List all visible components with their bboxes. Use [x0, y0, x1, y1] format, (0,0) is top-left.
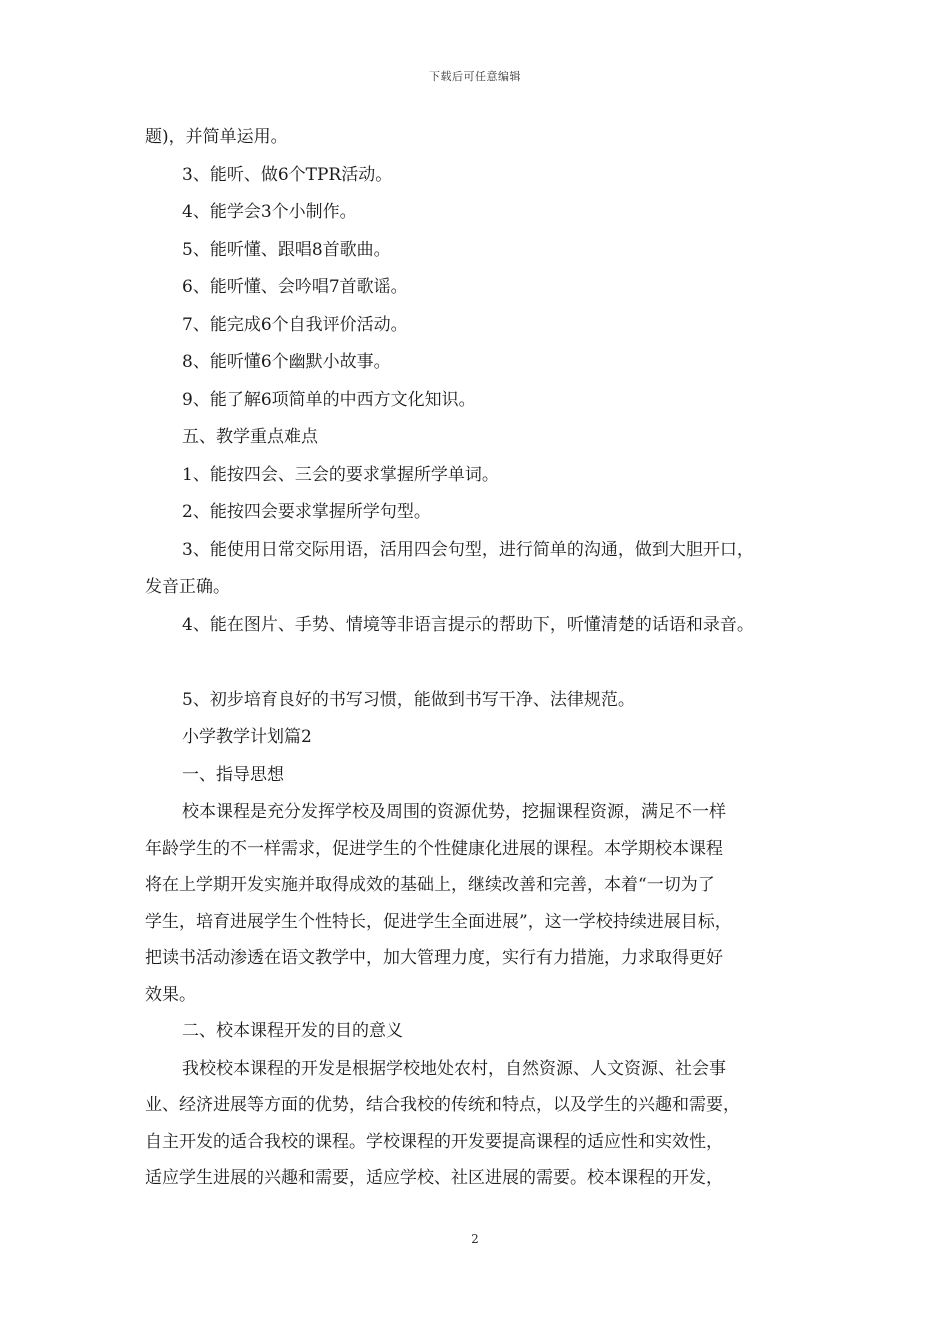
list-item: 6、能听懂、会吟唱7首歌谣。: [182, 277, 408, 297]
paragraph-purpose: [145, 1054, 825, 1200]
document-body: [145, 122, 825, 1200]
list-item: 1、能按四会、三会的要求掌握所学单词。: [182, 464, 499, 485]
paragraph-line: 学生，培育进展学生个性特长，促进学生全面进展”，这一学校持续进展目标，: [145, 911, 732, 932]
list-item: 5、能听懂、跟唱8首歌曲。: [182, 239, 391, 260]
blank-line: [145, 647, 825, 685]
paragraph-line: 效果。: [145, 984, 196, 1005]
section-heading: 二、校本课程开发的目的意义: [182, 1021, 403, 1041]
list-item: 9、能了解6项简单的中西方文化知识。: [182, 389, 476, 410]
paragraph-line: 业、经济进展等方面的优势，结合我校的传统和特点，以及学生的兴趣和需要，: [145, 1095, 740, 1115]
list-item-continuation: 发音正确。: [145, 577, 230, 597]
list-item: 7、能完成6个自我评价活动。: [182, 314, 408, 335]
section-heading: 一、指导思想: [182, 764, 284, 785]
list-item: 8、能听懂6个幽默小故事。: [182, 352, 391, 372]
paragraph-line: 将在上学期开发实施并取得成效的基础上，继续改善和完善，本着“一切为了: [145, 875, 715, 895]
list-item: 3、能使用日常交际用语，活用四会句型，进行简单的沟通，做到大胆开口，: [182, 539, 754, 560]
page-header: 下载后可任意编辑: [429, 70, 521, 83]
list-item: 4、能学会3个小制作。: [182, 202, 357, 222]
section-heading: 五、教学重点难点: [182, 427, 318, 447]
page-number: 2: [471, 1232, 479, 1246]
paragraph-line: 自主开发的适合我校的课程。学校课程的开发要提高课程的适应性和实效性，: [145, 1131, 723, 1152]
list-item: 5、初步培育良好的书写习惯，能做到书写干净、法律规范。: [182, 689, 635, 710]
paragraph-line: 把读书活动渗透在语文教学中，加大管理力度，实行有力措施，力求取得更好: [145, 948, 723, 968]
list-item: 2、能按四会要求掌握所学句型。: [182, 502, 431, 522]
paragraph-line: 校本课程是充分发挥学校及周围的资源优势，挖掘课程资源，满足不一样: [182, 802, 726, 822]
list-item: 3、能听、做6个TPR活动。: [182, 164, 393, 185]
paragraph-line: 适应学生进展的兴趣和需要，适应学校、社区进展的需要。校本课程的开发，: [145, 1168, 723, 1188]
paragraph-guiding-idea: [145, 797, 825, 1016]
text-line: 题)，并简单运用。: [145, 127, 288, 147]
paragraph-line: 我校校本课程的开发是根据学校地处农村，自然资源、人文资源、社会事: [182, 1058, 726, 1079]
list-item: 4、能在图片、手势、情境等非语言提示的帮助下，听懂清楚的话语和录音。: [182, 614, 754, 635]
chapter-title: 小学教学计划篇2: [182, 727, 312, 747]
paragraph-line: 年龄学生的不一样需求，促进学生的个性健康化进展的课程。本学期校本课程: [145, 838, 723, 859]
